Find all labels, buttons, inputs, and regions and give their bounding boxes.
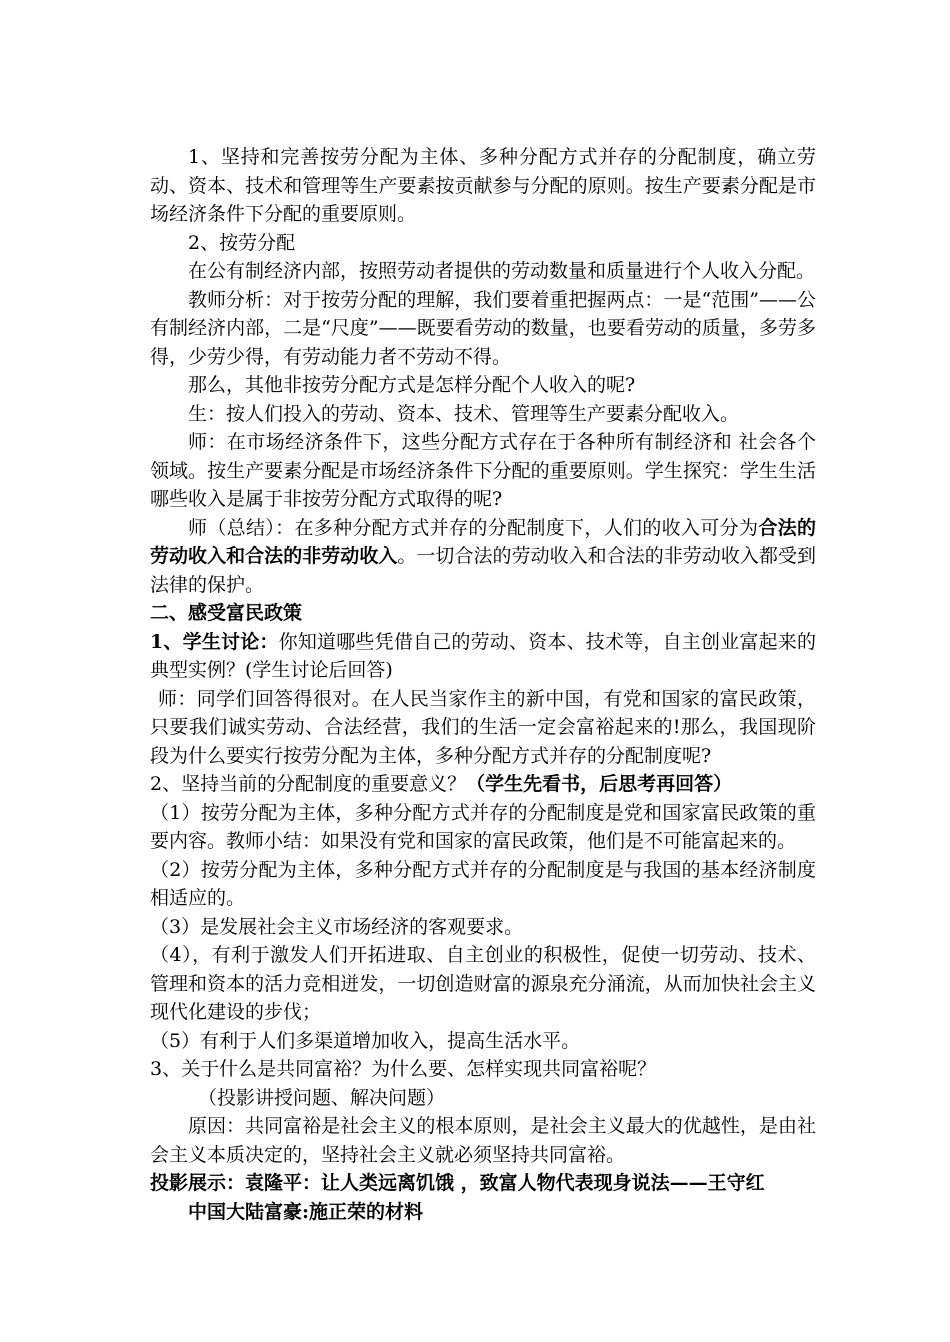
paragraph-significance — [150, 770, 816, 799]
list-item-1: （1）按劳分配为主体，多种分配方式并存的分配制度是党和国家富民政策的重要内容。教师小结：如果没有党和国家的富民政策，他们是不可能富起来的。 — [150, 801, 816, 852]
list-item-3: （3）是发展社会主义市场经济的客观要求。 — [150, 915, 524, 938]
summary-text-c: 。一切合法的劳动收入和合法的非劳动收入都受到法律的保护。 — [150, 545, 816, 596]
summary-text-a: 师（总结）：在多种分配方式并存的分配制度下，人们的收入可分为 — [188, 516, 759, 539]
paragraph-public-ownership: 在公有制经济内部，按照劳动者提供的劳动数量和质量进行个人收入分配。 — [188, 260, 816, 282]
document-body — [150, 143, 816, 1226]
paragraph-teacher-market: 师：在市场经济条件下，这些分配方式存在于各种所有制经济和 社会各个领域。按生产要素分配是市场经济条件下分配的重要原则。学生探究：学生生活哪些收入是属于非按劳分配方式取得的呢? — [150, 431, 816, 510]
list-item-2: （2）按劳分配为主体，多种分配方式并存的分配制度是与我国的基本经济制度相适应的。 — [150, 858, 816, 909]
paragraph-student-answer: 生：按人们投入的劳动、资本、技术、管理等生产要素分配收入。 — [188, 402, 740, 425]
list-item-4: （4），有利于激发人们开拓进取、自主创业的积极性，促使一切劳动、技术、管理和资本的活力竞相迸发，一切创造财富的源泉充分涌流，从而加快社会主义现代化建设的步伐； — [150, 944, 816, 1023]
paragraph-tycoon-material: 中国大陆富豪:施正荣的材料 — [188, 1200, 424, 1223]
paragraph-teacher-reply: 师：同学们回答得很对。在人民当家作主的新中国，有党和国家的富民政策，只要我们诚实劳动、合法经营，我们的生活一定会富裕起来的!那么，我国现阶段为什么要实行按劳分配为主体，多种分配方式并存的分配制度呢? — [150, 687, 816, 767]
paragraph-teacher-analysis: 教师分析：对于按劳分配的理解，我们要着重把握两点：一是“范围”——公有制经济内部，二是“尺度”——既要看劳动的数量，也要看劳动的质量，多劳多得，少劳少得，有劳动能力者不劳动不得。 — [150, 288, 816, 368]
list-item-5: （5）有利于人们多渠道增加收入，提高生活水平。 — [150, 1029, 581, 1052]
paragraph-common-prosperity: 3、关于什么是共同富裕？为什么要、怎样实现共同富裕呢？ — [150, 1058, 657, 1080]
paragraph-question: 那么，其他非按劳分配方式是怎样分配个人收入的呢? — [188, 374, 636, 396]
summary-text-bold: 合法的劳动收入和合法的非劳动收入 — [150, 516, 816, 567]
paragraph-projection-note: （投影讲授问题、解决问题） — [198, 1086, 446, 1109]
significance-text: 2、坚持当前的分配制度的重要意义？ — [150, 773, 467, 795]
paragraph-labor-distribution-heading: 2、按劳分配 — [188, 231, 296, 254]
paragraph-projection-show: 投影展示：袁隆平：让人类远离饥饿 ，致富人物代表现身说法——王守红 — [150, 1172, 765, 1194]
section-heading-policy: 二、感受富民政策 — [150, 602, 303, 624]
discussion-label: 1、学生讨论： — [150, 630, 279, 653]
paragraph-student-discussion — [150, 628, 816, 685]
paragraph-teacher-summary — [150, 514, 816, 600]
significance-note: （学生先看书，后思考再回答） — [466, 773, 733, 795]
paragraph-distribution-system: 1、坚持和完善按劳分配为主体、多种分配方式并存的分配制度，确立劳动、资本、技术和管理等生产要素按贡献参与分配的原则。按生产要素分配是市场经济条件下分配的重要原则。 — [150, 146, 816, 225]
paragraph-reason: 原因：共同富裕是社会主义的根本原则，是社会主义最大的优越性，是由社会主义本质决定的，坚持社会主义就必须坚持共同富裕。 — [150, 1115, 816, 1166]
discussion-text: 你知道哪些凭借自己的劳动、资本、技术等，自主创业富起来的典型实例？(学生讨论后回答) — [150, 630, 816, 681]
